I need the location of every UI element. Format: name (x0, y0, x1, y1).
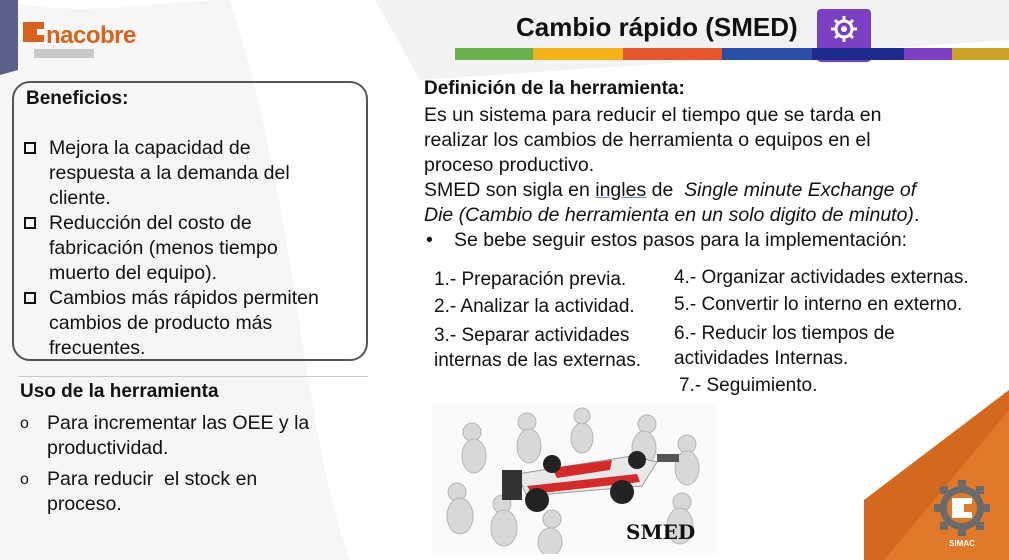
checkbox-bullet-icon (24, 217, 36, 229)
benefit-line: cliente. (49, 187, 111, 209)
step-item-continued: internas de las externas. (434, 350, 642, 371)
definition-line: SMED son sigla en ingles de Single minute Exchange of (424, 179, 917, 201)
steps-column-right (674, 265, 969, 398)
color-bar-segment (952, 48, 1009, 60)
benefits-title-text: Beneficios (26, 88, 123, 109)
step-item: 5.- Convertir lo interno en externo. (674, 294, 963, 315)
benefit-item (24, 136, 358, 211)
uso-line: Para reducir el stock en (47, 468, 258, 490)
step-item: 7.- Seguimiento. (679, 375, 818, 396)
uso-title: Uso de la herramienta (20, 381, 219, 402)
definition-bullet: • Se bebe seguir estos pasos para la implementación: (426, 229, 908, 251)
benefit-line: fabricación (menos tiempo (49, 237, 278, 259)
step-item: 1.- Preparación previa. (434, 269, 627, 290)
definition-body (424, 103, 981, 253)
step-item: 4.- Organizar actividades externas. (674, 267, 969, 288)
definition-line: realizar los cambios de herramienta o equipos en el (424, 129, 871, 151)
benefit-line: frecuentes. (49, 337, 146, 359)
uso-item (20, 467, 257, 517)
benefits-title (26, 88, 128, 110)
circle-bullet-icon: o (20, 471, 29, 488)
uso-item (20, 411, 309, 461)
simac-logo-label: SIMAC (949, 539, 975, 548)
benefits-title-colon: : (122, 88, 129, 109)
color-bar-segment (812, 48, 904, 60)
color-bar-segment (904, 48, 952, 60)
gear-logo-icon (928, 478, 996, 538)
definition-line: Es un sistema para reducir el tiempo que se tarda en (424, 104, 882, 126)
step-item-continued: actividades Internas. (674, 348, 849, 369)
color-bar (455, 48, 1009, 60)
company-logo (16, 14, 146, 54)
color-bar-segment (623, 48, 722, 60)
image-label: SMED (626, 520, 696, 544)
step-item: 3.- Separar actividades (434, 325, 630, 346)
divider (18, 376, 368, 377)
gear-icon (830, 15, 858, 43)
benefit-line: Mejora la capacidad de (49, 137, 251, 159)
benefit-line: muerto del equipo). (49, 262, 218, 284)
benefit-item (24, 286, 358, 361)
color-bar-segment (533, 48, 623, 60)
benefit-item (24, 211, 358, 286)
benefit-line: Cambios más rápidos permiten (49, 287, 319, 309)
steps-column-left (434, 267, 641, 373)
color-bar-segment (455, 48, 533, 60)
logo-mark-icon (20, 18, 48, 46)
circle-bullet-icon: o (20, 415, 29, 432)
uso-line: productividad. (47, 437, 169, 459)
uso-line: proceso. (47, 493, 122, 515)
benefit-line: respuesta a la demanda del (49, 162, 290, 184)
color-bar-segment (722, 48, 812, 60)
benefit-line: cambios de producto más (49, 312, 273, 334)
benefit-line: Reducción del costo de (49, 212, 252, 234)
simac-logo (928, 478, 996, 550)
definition-title: Definición de la herramienta: (424, 78, 685, 99)
step-item: 6.- Reducir los tiempos de (674, 323, 895, 344)
checkbox-bullet-icon (24, 142, 36, 154)
page-title: Cambio rápido (SMED) (516, 12, 798, 42)
definition-line: proceso productivo. (424, 154, 595, 176)
definition-line: Die (Cambio de herramienta en un solo digito de minuto). (424, 204, 920, 226)
logo-underline (34, 49, 94, 58)
step-item: 2.- Analizar la actividad. (434, 296, 635, 317)
uso-line: Para incrementar las OEE y la (47, 412, 310, 434)
logo-text: nacobre (46, 22, 136, 49)
checkbox-bullet-icon (24, 292, 36, 304)
